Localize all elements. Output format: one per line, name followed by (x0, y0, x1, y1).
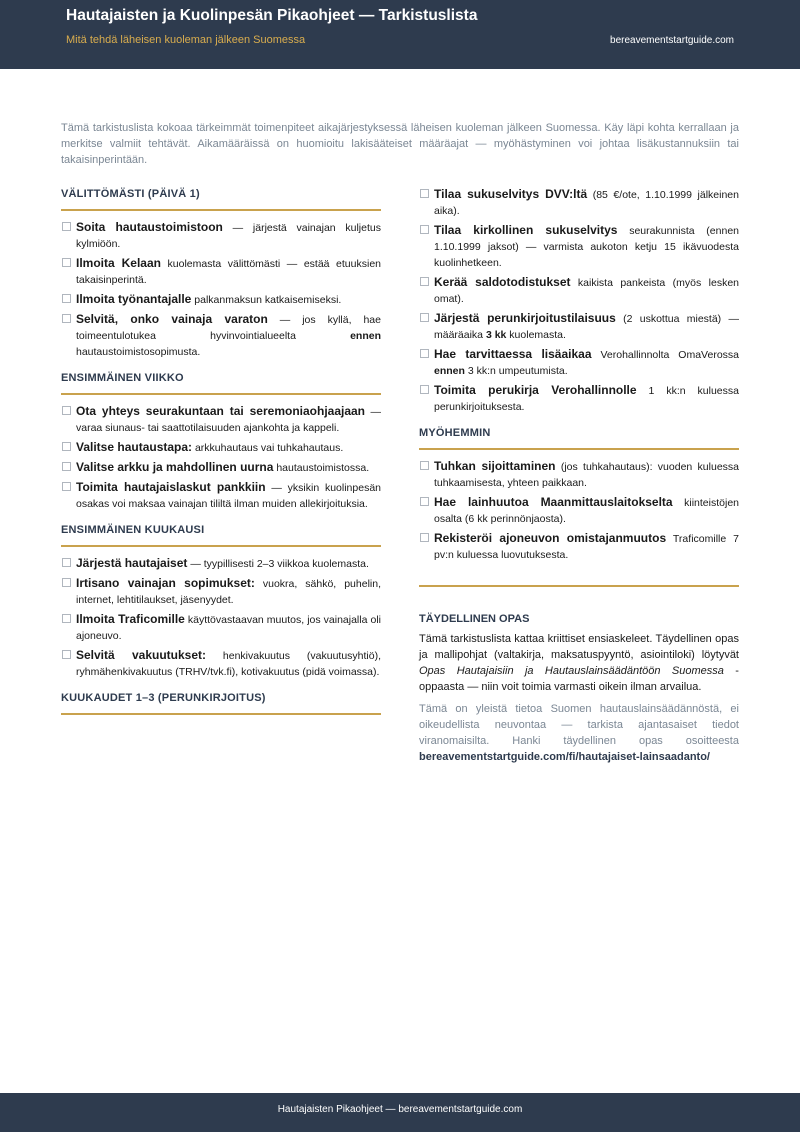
checkbox[interactable] (62, 558, 71, 567)
task-title: Ilmoita Traficomille (76, 612, 185, 626)
full-guide-heading: TÄYDELLINEN OPAS (419, 613, 530, 625)
task-detail: — järjestä vainajan kuljetus kylmiöön. (76, 222, 381, 250)
task-title: Kerää saldotodistukset (434, 275, 571, 289)
guide-title: Opas Hautajaisiin ja Hautauslainsäädäntöön Suomessa (419, 665, 724, 677)
task-title: Tuhkan sijoittaminen (434, 459, 556, 473)
checkbox[interactable] (62, 482, 71, 491)
task-detail: seurakunnista (ennen 1.10.1999 jaksot) — varmista aukoton ketju 15 ikävuodesta kuolinhetkeen. (434, 225, 740, 269)
checklist-item (419, 186, 739, 219)
task-title: Ota yhteys seurakuntaan tai seremoniaohjaajaan (76, 404, 366, 418)
checklist-item (61, 311, 381, 360)
checklist-item (61, 647, 381, 680)
page-footer: Hautajaisten Pikaohjeet — bereavementstartguide.com (0, 1093, 800, 1132)
task-title: Järjestä hautajaiset (76, 556, 188, 570)
divider (419, 585, 739, 587)
task-title: Valitse arkku ja mahdollinen uurna (76, 460, 274, 474)
checkbox[interactable] (420, 461, 429, 470)
task-detail-tail: 3 kk:n umpeutumista. (464, 365, 568, 377)
checkbox[interactable] (62, 578, 71, 587)
task-title: Ilmoita työnantajalle (76, 292, 192, 306)
checkbox[interactable] (62, 442, 71, 451)
checklist-item (419, 274, 739, 307)
checkbox[interactable] (62, 314, 71, 323)
checklist-item (419, 346, 739, 379)
checkbox[interactable] (62, 258, 71, 267)
checkbox[interactable] (420, 385, 429, 394)
checklist-item (61, 291, 381, 308)
task-detail: — varaa siunaus- tai saattotilaisuuden ajankohta ja kappeli. (76, 406, 381, 434)
task-detail: Verohallinnolta OmaVerossa (591, 349, 739, 361)
checklist-later (419, 458, 739, 563)
left-column (61, 186, 381, 723)
section-heading-month: ENSIMMÄINEN KUUKAUSI (61, 524, 381, 547)
task-title: Soita hautaustoimistoon (76, 220, 223, 234)
task-title: Hae tarvittaessa lisäaikaa (434, 347, 592, 361)
checklist-item (61, 479, 381, 512)
checklist-item (419, 310, 739, 343)
task-detail: vuokra, sähkö, puhelin, internet, lehtitilaukset, jäsenyydet. (76, 578, 382, 606)
checklist-item (61, 219, 381, 252)
section-heading-immediate: VÄLITTÖMÄSTI (PÄIVÄ 1) (61, 188, 381, 211)
full-guide-text-end: -oppaasta — niin voit toimia varmasti oikein ilman arvailua. (419, 665, 739, 693)
task-detail: käyttövastaavan muutos, jos vainajalla oli ajoneuvo. (76, 614, 381, 642)
checkbox[interactable] (62, 294, 71, 303)
page-header (0, 0, 800, 69)
checklist-item (61, 439, 381, 456)
checklist-months13 (419, 186, 739, 415)
task-detail: henkivakuutus (vakuutusyhtiö), ryhmähenkivakuutus (TRHV/tvk.fi), kotivakuutus (pidä voimassa). (76, 650, 382, 678)
checklist-item (61, 255, 381, 288)
task-title: Rekisteröi ajoneuvon omistajanmuutos (434, 531, 667, 545)
full-guide-text (419, 631, 739, 695)
task-detail: arkkuhautaus vai tuhkahautaus. (192, 442, 344, 454)
site-link[interactable]: bereavementstartguide.com (610, 35, 734, 46)
checklist-item (61, 403, 381, 436)
task-detail: 1 kk:n kuluessa perunkirjoituksesta. (434, 385, 739, 413)
checkbox[interactable] (62, 406, 71, 415)
disclaimer-text: Tämä on yleistä tietoa Suomen hautauslainsäädännöstä, ei oikeudellista neuvontaa — tarkista ajantasaiset tiedot viranomaisilta. Hanki täydellinen opas osoitteesta (419, 703, 739, 747)
checklist-week (61, 403, 381, 512)
task-detail: kaikista pankeista (myös lesken omat). (434, 277, 739, 305)
task-detail: kiinteistöjen osalta (6 kk perinnönjaosta). (434, 497, 739, 525)
task-detail: — jos kyllä, hae toimeentulotukea hyvinvointialueelta (76, 314, 381, 342)
task-title: Ilmoita Kelaan (76, 256, 161, 270)
checkbox[interactable] (420, 497, 429, 506)
task-title: Toimita hautajaislaskut pankkiin (76, 480, 266, 494)
task-title: Irtisano vainajan sopimukset: (76, 576, 255, 590)
task-detail: palkanmaksun katkaisemiseksi. (191, 294, 342, 306)
section-heading-months13: KUUKAUDET 1–3 (PERUNKIRJOITUS) (61, 692, 381, 715)
task-title: Tilaa sukuselvitys DVV:ltä (434, 187, 588, 201)
checkbox[interactable] (420, 313, 429, 322)
task-emphasis: ennen (350, 330, 381, 342)
section-heading-later: MYÖHEMMIN (419, 427, 739, 450)
task-detail: Traficomille 7 pv:n kuluessa luovutuksesta. (434, 533, 739, 561)
checkbox[interactable] (420, 189, 429, 198)
right-column (419, 186, 739, 765)
checklist-immediate (61, 219, 381, 360)
checkbox[interactable] (420, 349, 429, 358)
intro-paragraph: Tämä tarkistuslista kokoaa tärkeimmät toimenpiteet aikajärjestyksessä läheisen kuoleman jälkeen Suomessa. Käy läpi kohta kerrallaan ja merkitse valmiit tehtävät. Aikamääräissä on huomioitu lakisääteiset määräajat — myöhästyminen voi johtaa lisäkustannuksiin tai takaisinperintään. (61, 122, 739, 166)
checkbox[interactable] (62, 462, 71, 471)
checklist-item (419, 222, 739, 271)
task-emphasis: ennen (434, 365, 465, 377)
guide-url-link[interactable]: bereavementstartguide.com/fi/hautajaiset-lainsaadanto/ (419, 751, 710, 763)
checklist-item (61, 611, 381, 644)
task-title: Järjestä perunkirjoitustilaisuus (434, 311, 616, 325)
task-emphasis: 3 kk (485, 329, 507, 341)
checkbox[interactable] (62, 650, 71, 659)
full-guide-text-start: Tämä tarkistuslista kattaa kriittiset ensiaskeleet. Täydellinen opas ja mallipohjat (valtakirja, maksatuspyyntö, asiointiloki) löytyvät (419, 633, 739, 661)
task-title: Toimita perukirja Verohallinnolle (434, 383, 637, 397)
checklist-item (61, 459, 381, 476)
checklist-item (419, 382, 739, 415)
task-title: Selvitä vakuutukset: (76, 648, 207, 662)
task-detail-tail: kuolemasta. (506, 329, 566, 341)
checklist-item (61, 555, 381, 572)
checklist-item (419, 458, 739, 491)
checklist-item (419, 494, 739, 527)
task-detail: — tyypillisesti 2–3 viikkoa kuolemasta. (187, 558, 369, 570)
checkbox[interactable] (420, 533, 429, 542)
checklist-item (419, 530, 739, 563)
task-detail: (jos tuhkahautaus): vuoden kuluessa tuhkaamisesta, yhteen paikkaan. (434, 461, 739, 489)
task-title: Selvitä, onko vainaja varaton (76, 312, 268, 326)
section-heading-week: ENSIMMÄINEN VIIKKO (61, 372, 381, 395)
task-title: Valitse hautaustapa: (76, 440, 193, 454)
task-title: Hae lainhuutoa Maanmittauslaitokselta (434, 495, 673, 509)
task-detail: — yksikin kuolinpesän osakas voi maksaa vainajan tililtä ilman muiden allekirjoituksia. (76, 482, 381, 510)
task-detail: (2 uskottua miestä) — määräaika (434, 313, 739, 341)
page-subtitle: Mitä tehdä läheisen kuoleman jälkeen Suomessa (66, 34, 306, 46)
checkbox[interactable] (420, 277, 429, 286)
task-detail: kuolemasta välittömästi — estää etuuksien takaisinperintä. (76, 258, 382, 286)
task-detail: hautaustoimistossa. (273, 462, 370, 474)
task-detail-tail: hautaustoimistosopimusta. (76, 346, 201, 358)
checklist-month (61, 555, 381, 680)
checklist-item (61, 575, 381, 608)
checkbox[interactable] (62, 614, 71, 623)
checkbox[interactable] (62, 222, 71, 231)
checkbox[interactable] (420, 225, 429, 234)
disclaimer (419, 701, 739, 765)
task-detail: (85 €/ote, 1.10.1999 jälkeinen aika). (434, 189, 739, 217)
page-title: Hautajaisten ja Kuolinpesän Pikaohjeet — Tarkistuslista (66, 7, 478, 24)
task-title: Tilaa kirkollinen sukuselvitys (434, 223, 618, 237)
